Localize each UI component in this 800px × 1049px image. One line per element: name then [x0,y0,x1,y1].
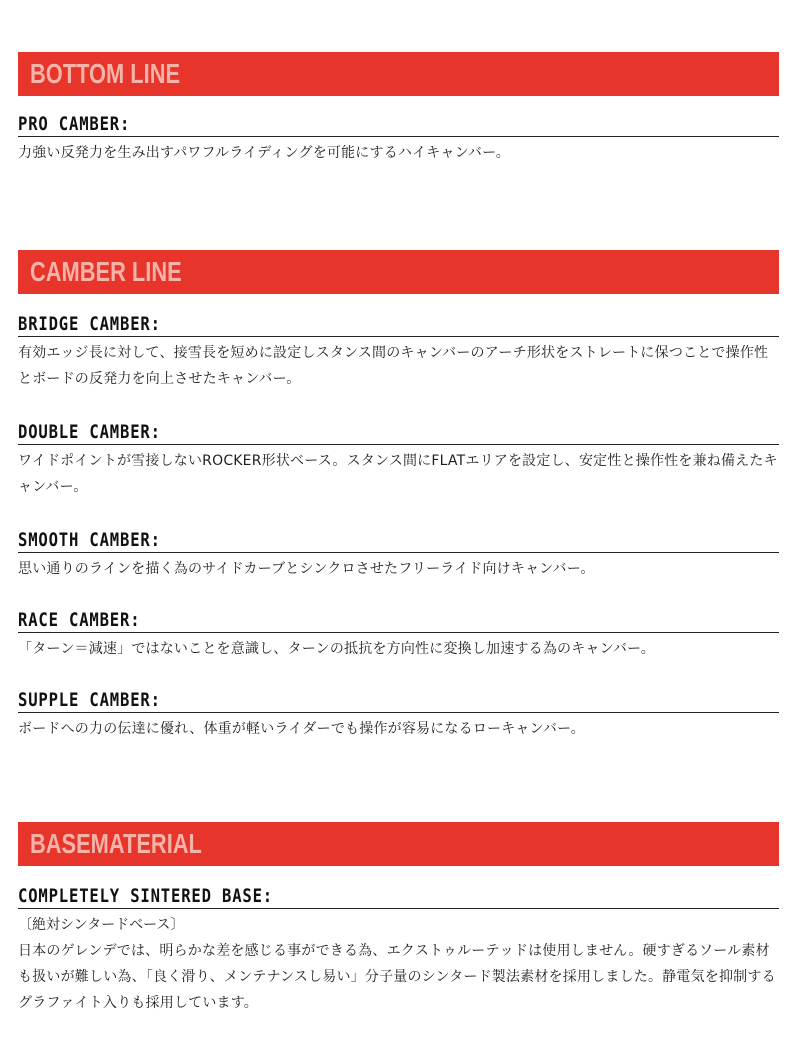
spec-item-title: BRIDGE CAMBER: [18,313,161,335]
spec-item-bridge-camber [18,312,779,392]
spec-item-title: SUPPLE CAMBER: [18,689,161,711]
spec-item-smooth-camber [18,528,779,582]
spec-item-description: 有効エッジ長に対して、接雪長を短めに設定しスタンス間のキャンバーのアーチ形状をストレートに保つことで操作性とボードの反発力を向上させたキャンバー。 [18,345,769,387]
spec-item-header [18,528,779,553]
spec-item-title: SMOOTH CAMBER: [18,529,161,551]
spec-item-description: 日本のゲレンデでは、明らかな差を感じる事ができる為、エクストゥルーテッドは使用しません。硬すぎるソール素材も扱いが難しい為、「良く滑り、メンテナンスし易い」分子量のシンタード製法素材を採用しました。静電気を抑制するグラファイト入りも採用しています。 [18,943,776,1011]
section-banner-camber-line [18,250,779,294]
spec-item-header [18,688,779,713]
spec-item-description: ボードへの力の伝達に優れ、体重が軽いライダーでも操作が容易になるローキャンバー。 [18,721,585,737]
spec-item-description: ワイドポイントが雪接しないROCKER形状ベース。スタンス間にFLATエリアを設定し、安定性と操作性を兼ね備えたキャンバー。 [18,453,778,495]
spec-item-header [18,420,779,445]
spec-item-title: COMPLETELY SINTERED BASE: [18,885,274,907]
section-title: CAMBER LINE [30,256,182,287]
section-title: BASEMATERIAL [30,828,202,859]
spec-item-sintered-base [18,884,779,1016]
spec-item-race-camber [18,608,779,662]
spec-item-title: PRO CAMBER: [18,113,131,135]
spec-item-description: 「ターン＝減速」ではないことを意識し、ターンの抵抗を方向性に変換し加速する為のキャンバー。 [18,641,655,657]
spec-item-double-camber [18,420,779,500]
spec-item-supple-camber [18,688,779,742]
spec-item-header [18,312,779,337]
section-banner-basematerial [18,822,779,866]
spec-item-title: RACE CAMBER: [18,609,141,631]
spec-item-header [18,112,779,137]
spec-item-subtitle: 〔絶対シンタードベース〕 [18,917,185,933]
spec-item-header [18,884,779,909]
spec-item-title: DOUBLE CAMBER: [18,421,161,443]
spec-item-description: 力強い反発力を生み出すパワフルライディングを可能にするハイキャンバー。 [18,145,510,161]
section-banner-bottom-line [18,52,779,96]
spec-item-pro-camber [18,112,779,166]
spec-item-header [18,608,779,633]
spec-item-description: 思い通りのラインを描く為のサイドカーブとシンクロさせたフリーライド向けキャンバー。 [18,561,595,577]
section-title: BOTTOM LINE [30,58,181,89]
